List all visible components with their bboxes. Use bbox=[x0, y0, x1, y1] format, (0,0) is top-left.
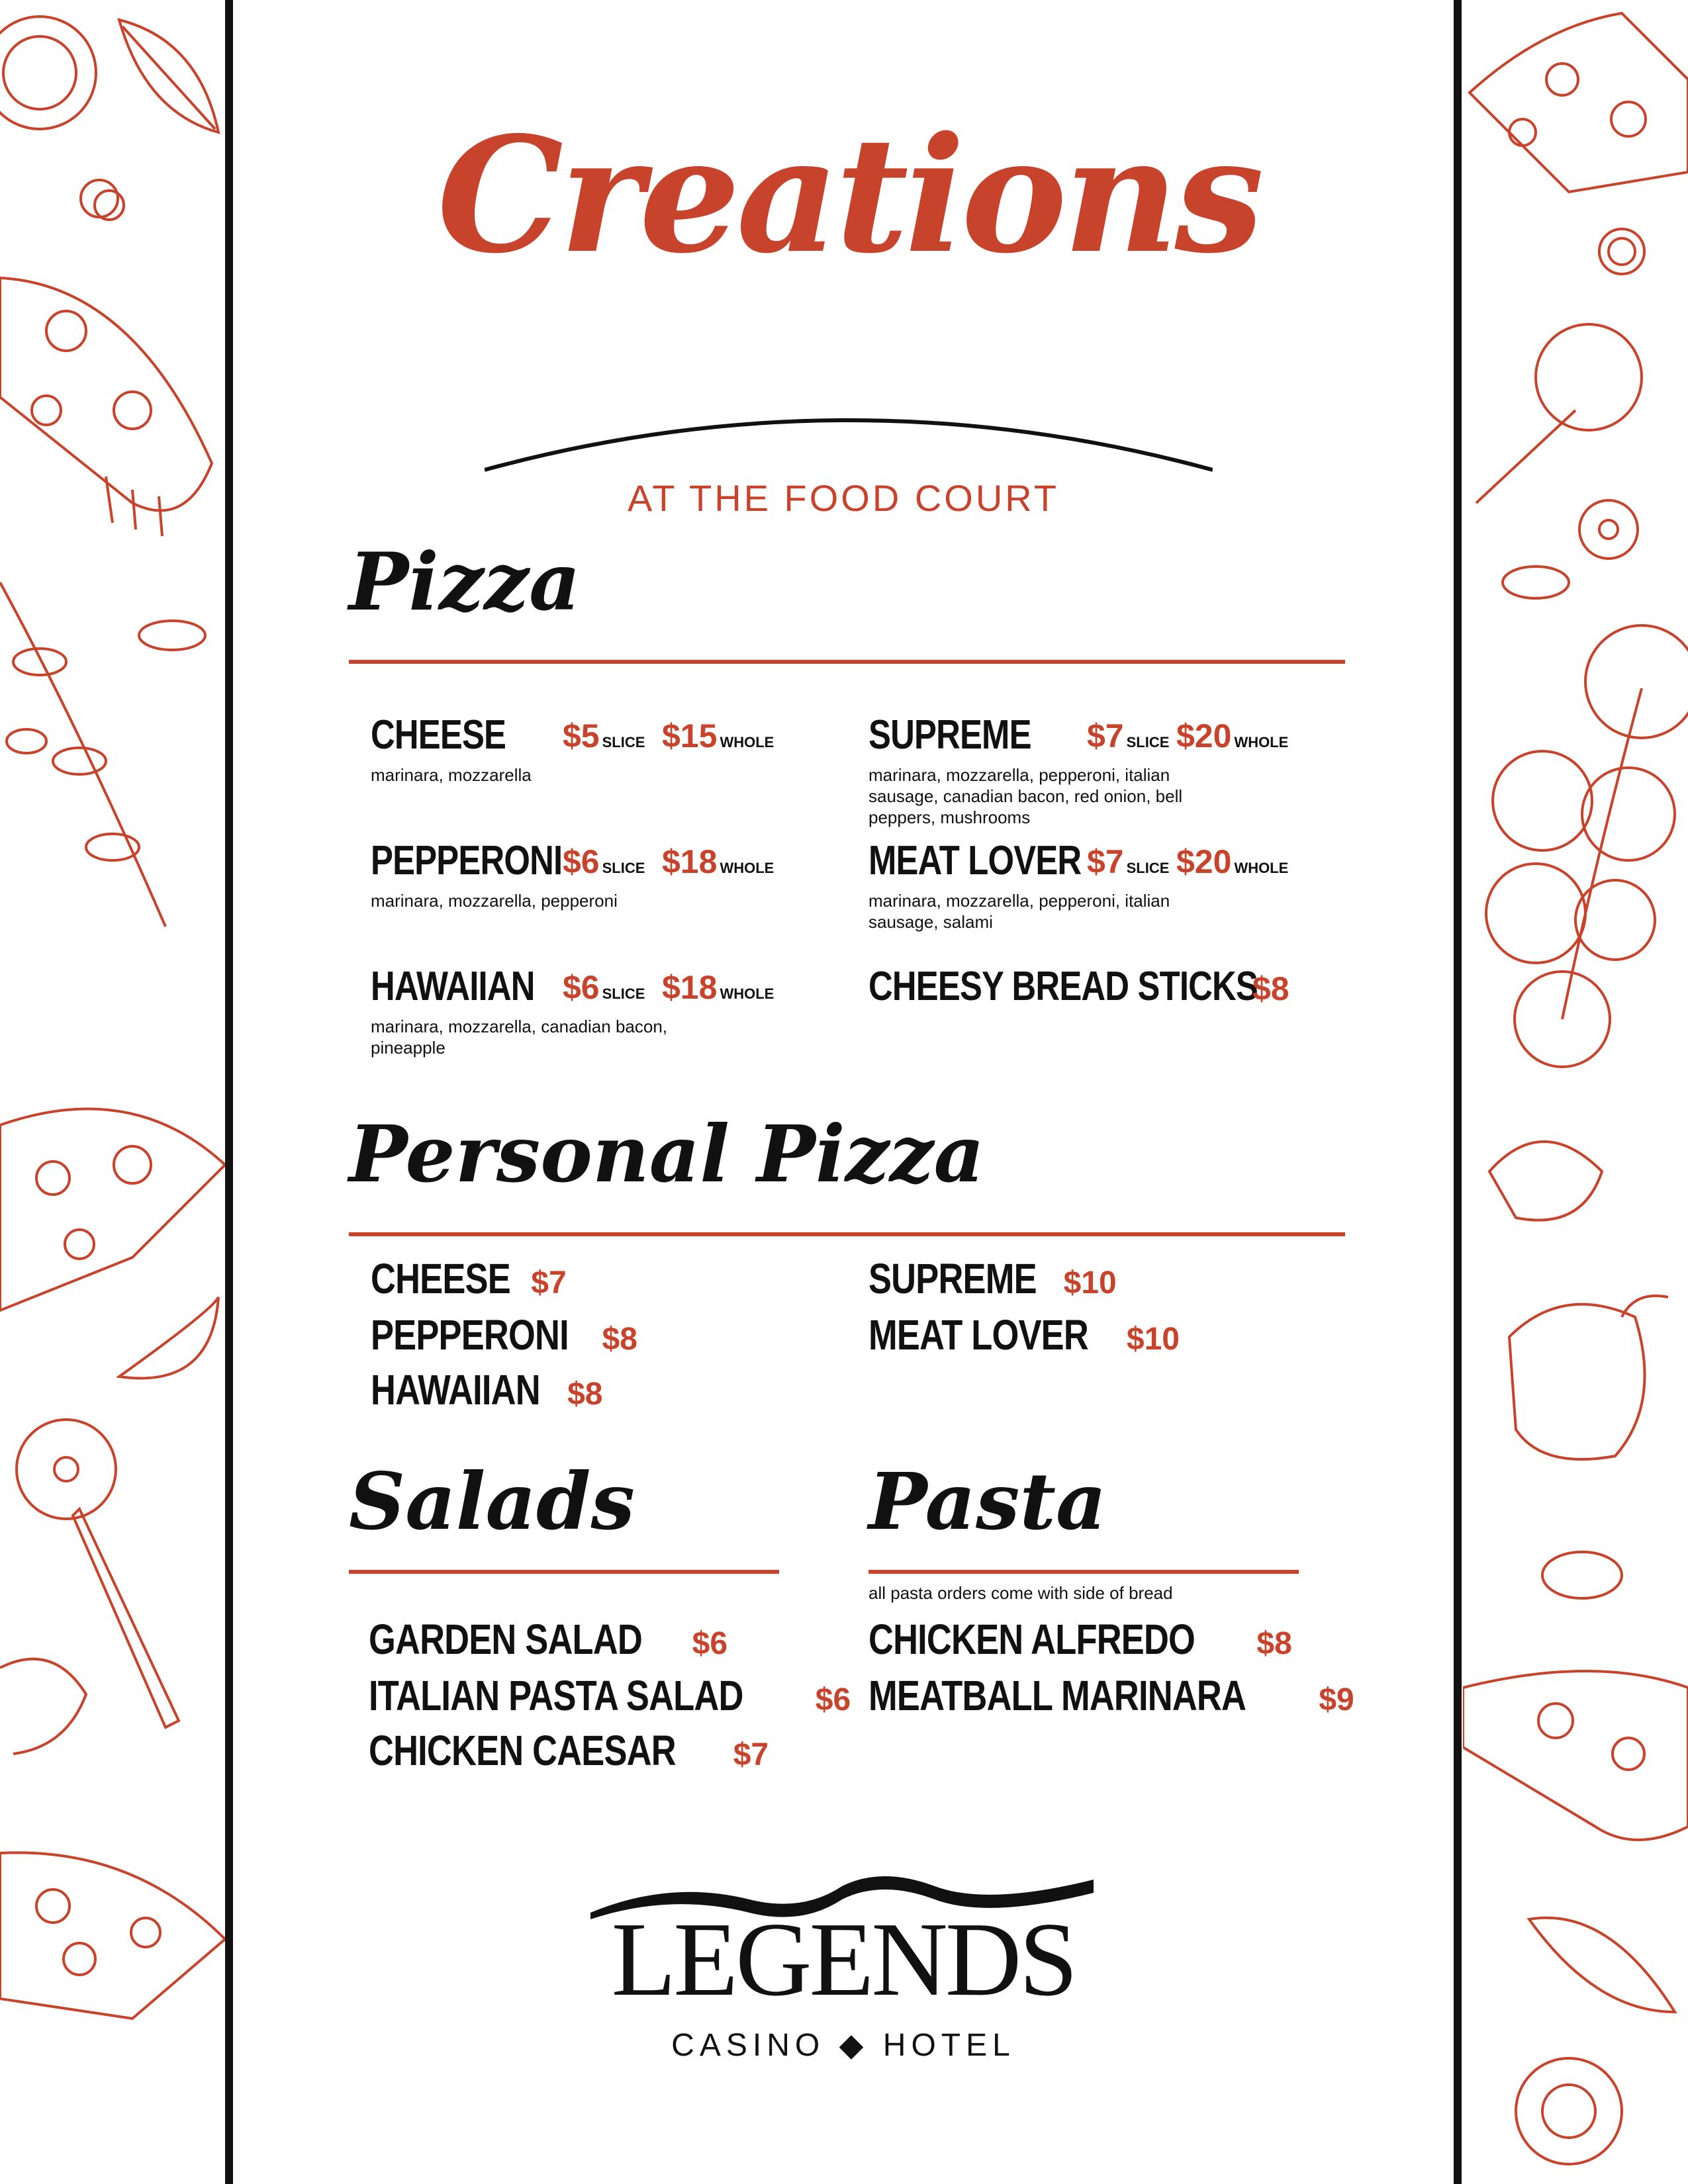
right-border-line bbox=[1454, 0, 1462, 2184]
pizza-slice-illustration-2 bbox=[1463, 1671, 1688, 1840]
item-name: HAWAIIAN bbox=[371, 1366, 540, 1414]
item-name: PEPPERONI bbox=[371, 838, 563, 884]
pizza-slice-illustration-2 bbox=[0, 1109, 225, 1311]
left-border-line bbox=[225, 0, 233, 2184]
item-description: marinara, mozzarella, pepperoni, italian sausage, salami bbox=[868, 891, 1170, 932]
personal-pizza-section-rule bbox=[349, 1232, 1345, 1236]
pizza-item-meat-lover bbox=[868, 837, 1289, 932]
item-price: $10 bbox=[1063, 1265, 1117, 1300]
item-description: marinara, mozzarella, canadian bacon, pineapple bbox=[371, 1017, 668, 1058]
item-whole-price: $18 WHOLE bbox=[662, 843, 774, 880]
pizza-item-cheesy-bread-sticks bbox=[868, 963, 1343, 1010]
menu-content bbox=[233, 0, 1454, 2184]
pizza-item-pepperoni bbox=[371, 837, 774, 911]
pasta-section-rule bbox=[868, 1570, 1299, 1574]
item-slice-price: $7 SLICE bbox=[1087, 717, 1170, 754]
item-price: $8 bbox=[1256, 1626, 1292, 1661]
pizza-cutter-illustration bbox=[17, 1420, 116, 1519]
item-name: SUPREME bbox=[868, 712, 1031, 758]
item-name: MEAT LOVER bbox=[868, 1311, 1088, 1359]
item-price: $7 bbox=[531, 1265, 567, 1300]
item-price: $10 bbox=[1126, 1322, 1180, 1357]
personal-pizza-section-title: Personal Pizza bbox=[349, 1108, 985, 1200]
pasta-item-meatball-marinara bbox=[868, 1671, 1354, 1720]
item-description: marinara, mozzarella, pepperoni, italian sausage, canadian bacon, red onion, bell peppers, mushrooms bbox=[868, 765, 1183, 827]
pizza-item-supreme bbox=[868, 711, 1289, 827]
item-whole-price: $18 WHOLE bbox=[662, 969, 774, 1006]
pizza-item-hawaiian bbox=[371, 963, 774, 1058]
pizza-slice-illustration bbox=[1470, 13, 1688, 192]
salads-section-title: Salads bbox=[349, 1455, 635, 1547]
personal-pizza-item-supreme bbox=[868, 1254, 1117, 1303]
item-slice-price: $6 SLICE bbox=[563, 969, 645, 1006]
item-name: CHEESE bbox=[371, 712, 506, 758]
onion-ring-illustration bbox=[1599, 229, 1644, 274]
pizza-section-title: Pizza bbox=[349, 535, 581, 629]
salads-section-rule bbox=[349, 1570, 779, 1574]
item-name: HAWAIIAN bbox=[371, 964, 535, 1009]
basil-leaf-illustration bbox=[1529, 1918, 1675, 2012]
salad-item-garden bbox=[369, 1615, 727, 1664]
pizza-item-cheese bbox=[371, 711, 774, 785]
bell-pepper-slice-illustration bbox=[1489, 1142, 1602, 1220]
sliced-tomato-illustration bbox=[1536, 324, 1642, 430]
bell-pepper-illustration bbox=[0, 1659, 86, 1754]
pizza-section-rule bbox=[349, 660, 1345, 664]
right-illustration-panel bbox=[1463, 0, 1688, 2184]
item-price: $8 bbox=[1252, 970, 1289, 1007]
item-name: MEATBALL MARINARA bbox=[868, 1672, 1246, 1719]
onion-ring-illustration bbox=[81, 180, 118, 217]
salad-item-italian-pasta bbox=[369, 1671, 851, 1720]
salad-item-chicken-caesar bbox=[369, 1726, 769, 1775]
tomato-illustration bbox=[0, 17, 96, 129]
item-price: $8 bbox=[567, 1377, 603, 1412]
legends-logo-tagline: CASINO ◆ HOTEL bbox=[671, 2028, 1015, 2063]
item-price: $8 bbox=[602, 1322, 637, 1357]
item-description: marinara, mozzarella, pepperoni bbox=[371, 891, 618, 911]
pasta-section-title: Pasta bbox=[868, 1455, 1107, 1547]
pasta-note: all pasta orders come with side of bread bbox=[868, 1583, 1173, 1603]
item-price: $6 bbox=[692, 1626, 728, 1661]
personal-pizza-item-pepperoni bbox=[371, 1310, 637, 1359]
pasta-item-chicken-alfredo bbox=[868, 1615, 1292, 1664]
item-name: PEPPERONI bbox=[371, 1311, 569, 1359]
basil-leaf-illustration-2 bbox=[119, 1297, 218, 1379]
item-name: SUPREME bbox=[868, 1255, 1037, 1302]
pizza-slice-illustration-3 bbox=[0, 1852, 225, 2019]
item-whole-price: $20 WHOLE bbox=[1176, 717, 1289, 754]
left-food-illustrations bbox=[0, 0, 225, 2184]
title-swoosh bbox=[485, 397, 1213, 477]
personal-pizza-item-cheese bbox=[371, 1254, 567, 1303]
item-slice-price: $7 SLICE bbox=[1087, 843, 1170, 880]
menu-title: Creations bbox=[437, 102, 1260, 289]
personal-pizza-item-meat-lover bbox=[868, 1310, 1180, 1359]
bell-pepper-illustration bbox=[1509, 1304, 1645, 1459]
item-name: CHICKEN ALFREDO bbox=[868, 1615, 1196, 1663]
item-slice-price: $5 SLICE bbox=[563, 717, 645, 754]
item-price: $9 bbox=[1319, 1682, 1354, 1717]
item-name: ITALIAN PASTA SALAD bbox=[369, 1672, 743, 1719]
legends-logo: LEGENDS bbox=[611, 1900, 1076, 2018]
pizza-slice-illustration bbox=[0, 278, 212, 510]
item-whole-price: $15 WHOLE bbox=[662, 717, 774, 754]
left-illustration-panel bbox=[0, 0, 225, 2184]
item-name: CHEESE bbox=[371, 1255, 510, 1302]
right-food-illustrations bbox=[1463, 0, 1688, 2184]
item-name: MEAT LOVER bbox=[868, 838, 1082, 884]
olive-branch-illustration bbox=[0, 582, 165, 927]
tomato-illustration bbox=[1585, 625, 1688, 738]
item-price: $7 bbox=[733, 1737, 769, 1772]
onion-ring-illustration-2 bbox=[1542, 1552, 1622, 1598]
item-name: GARDEN SALAD bbox=[369, 1615, 642, 1663]
item-description: marinara, mozzarella bbox=[371, 765, 532, 785]
item-price: $6 bbox=[815, 1682, 851, 1717]
item-slice-price: $6 SLICE bbox=[563, 843, 645, 880]
item-whole-price: $20 WHOLE bbox=[1176, 843, 1289, 880]
tomato-illustration-2 bbox=[1516, 2058, 1622, 2164]
item-name: CHEESY BREAD STICKS bbox=[868, 964, 1258, 1009]
personal-pizza-item-hawaiian bbox=[371, 1365, 602, 1414]
menu-subtitle: AT THE FOOD COURT bbox=[628, 477, 1059, 519]
item-name: CHICKEN CAESAR bbox=[369, 1727, 676, 1774]
